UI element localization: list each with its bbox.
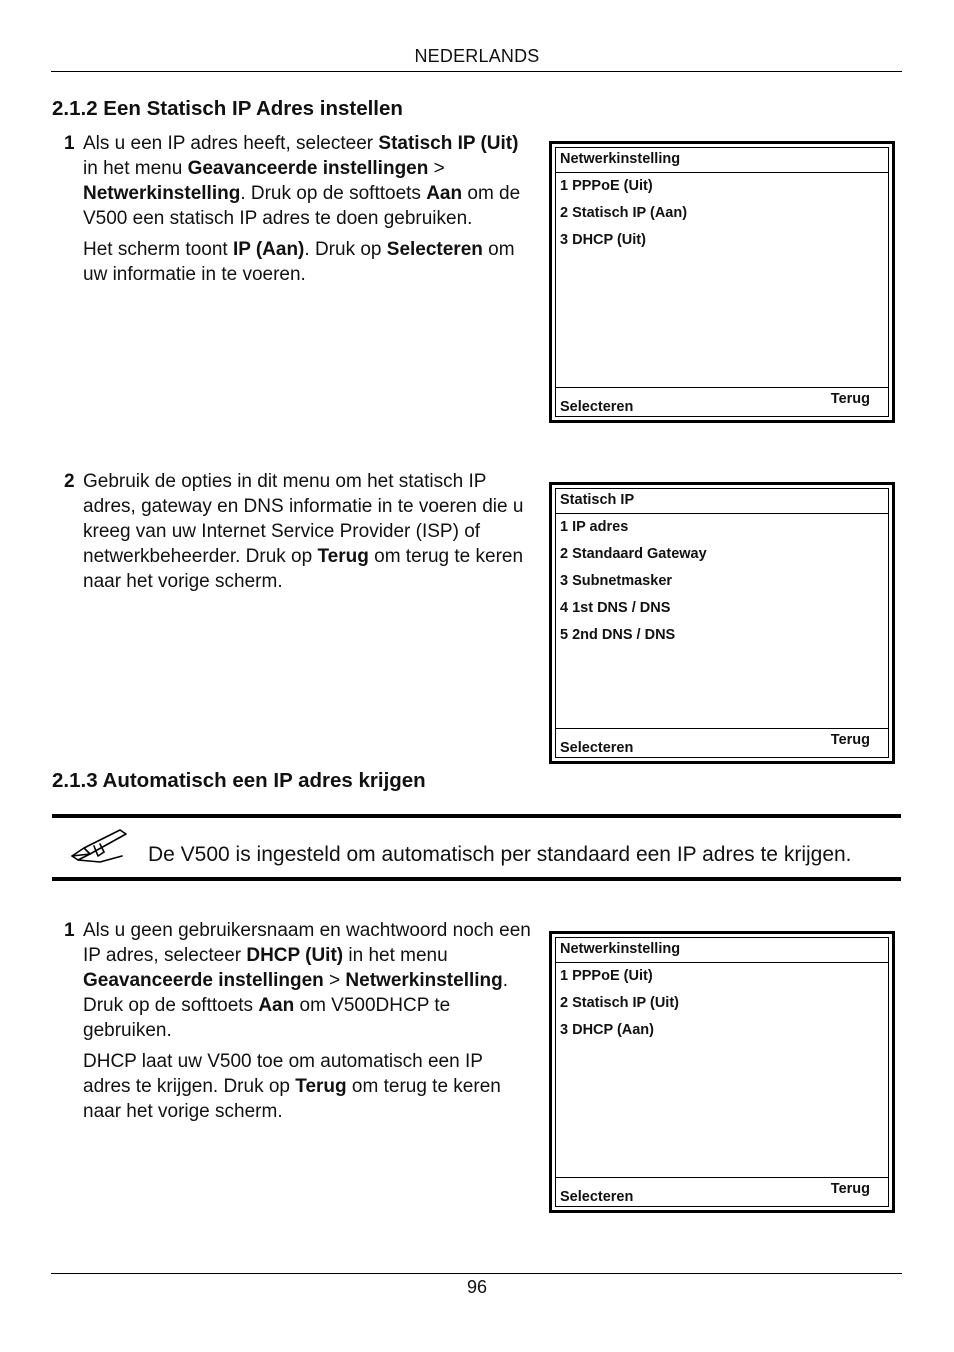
note-text: De V500 is ingesteld om automatisch per standaard een IP adres te krijgen.: [148, 843, 852, 866]
step-number: 2: [64, 471, 75, 492]
softkey-selecteren[interactable]: Selecteren: [560, 399, 634, 415]
step-212-1: [64, 131, 534, 293]
phone-screen-statisch-ip: [549, 482, 895, 764]
menu-item[interactable]: 3 DHCP (Aan): [560, 1022, 654, 1038]
menu-item[interactable]: 1 PPPoE (Uit): [560, 178, 653, 194]
step-paragraph: Gebruik de opties in dit menu om het statisch IP adres, gateway en DNS informatie in te voeren die u kreeg van uw Internet Service Provider (ISP) of netwerkbeheerder. Druk op Terug om terug te keren naar het vorige scherm.: [83, 471, 524, 592]
menu-item[interactable]: 1 PPPoE (Uit): [560, 968, 653, 984]
menu-item[interactable]: 2 Standaard Gateway: [560, 546, 707, 562]
menu-item[interactable]: 4 1st DNS / DNS: [560, 600, 671, 616]
softkey-selecteren[interactable]: Selecteren: [560, 740, 634, 756]
menu-item[interactable]: 1 IP adres: [560, 519, 629, 535]
step-paragraph: Als u een IP adres heeft, selecteer Statisch IP (Uit) in het menu Geavanceerde instellingen > Netwerkinstelling. Druk op de softtoets Aan om de V500 een statisch IP adres te doen gebruiken.: [83, 133, 521, 229]
step-paragraph: Als u geen gebruikersnaam en wachtwoord noch een IP adres, selecteer DHCP (Uit) in het menu Geavanceerde instellingen > Netwerkinstelling. Druk op de softtoets Aan om V500DHCP te gebruiken.: [83, 920, 531, 1041]
header-rule: [51, 71, 902, 72]
step-213-1: [64, 918, 534, 1130]
softkey-selecteren[interactable]: Selecteren: [560, 1189, 634, 1205]
step-paragraph: DHCP laat uw V500 toe om automatisch een IP adres te krijgen. Druk op Terug om terug te keren naar het vorige scherm.: [83, 1051, 501, 1122]
softkey-terug[interactable]: Terug: [830, 391, 870, 407]
menu-item[interactable]: 5 2nd DNS / DNS: [560, 627, 676, 643]
screen-title: Netwerkinstelling: [556, 148, 888, 173]
menu-item[interactable]: 2 Statisch IP (Aan): [560, 205, 688, 221]
page-number: 96: [466, 1277, 488, 1297]
footer-rule: [51, 1273, 902, 1274]
menu-item[interactable]: 3 Subnetmasker: [560, 573, 673, 589]
note-pencil-icon: [70, 826, 128, 866]
step-paragraph: Het scherm toont IP (Aan). Druk op Selecteren om uw informatie in te voeren.: [83, 239, 515, 285]
screen-title: Netwerkinstelling: [556, 938, 888, 963]
softkey-terug[interactable]: Terug: [830, 732, 870, 748]
note-bottom-rule: [52, 877, 901, 881]
step-212-2: [64, 469, 534, 600]
step-number: 1: [64, 920, 75, 941]
softkey-bar: [556, 728, 888, 757]
section-heading-212: 2.1.2 Een Statisch IP Adres instellen: [52, 97, 403, 120]
note-top-rule: [52, 814, 901, 818]
softkey-bar: [556, 387, 888, 416]
menu-item[interactable]: 3 DHCP (Uit): [560, 232, 646, 248]
phone-screen-netwerkinstelling-2: [549, 931, 895, 1213]
softkey-terug[interactable]: Terug: [830, 1181, 870, 1197]
phone-screen-netwerkinstelling-1: [549, 141, 895, 423]
section-heading-213: 2.1.3 Automatisch een IP adres krijgen: [52, 769, 426, 792]
softkey-bar: [556, 1177, 888, 1206]
menu-item[interactable]: 2 Statisch IP (Uit): [560, 995, 679, 1011]
screen-title: Statisch IP: [556, 489, 888, 514]
page-header-language: NEDERLANDS: [414, 46, 540, 66]
step-number: 1: [64, 133, 75, 154]
